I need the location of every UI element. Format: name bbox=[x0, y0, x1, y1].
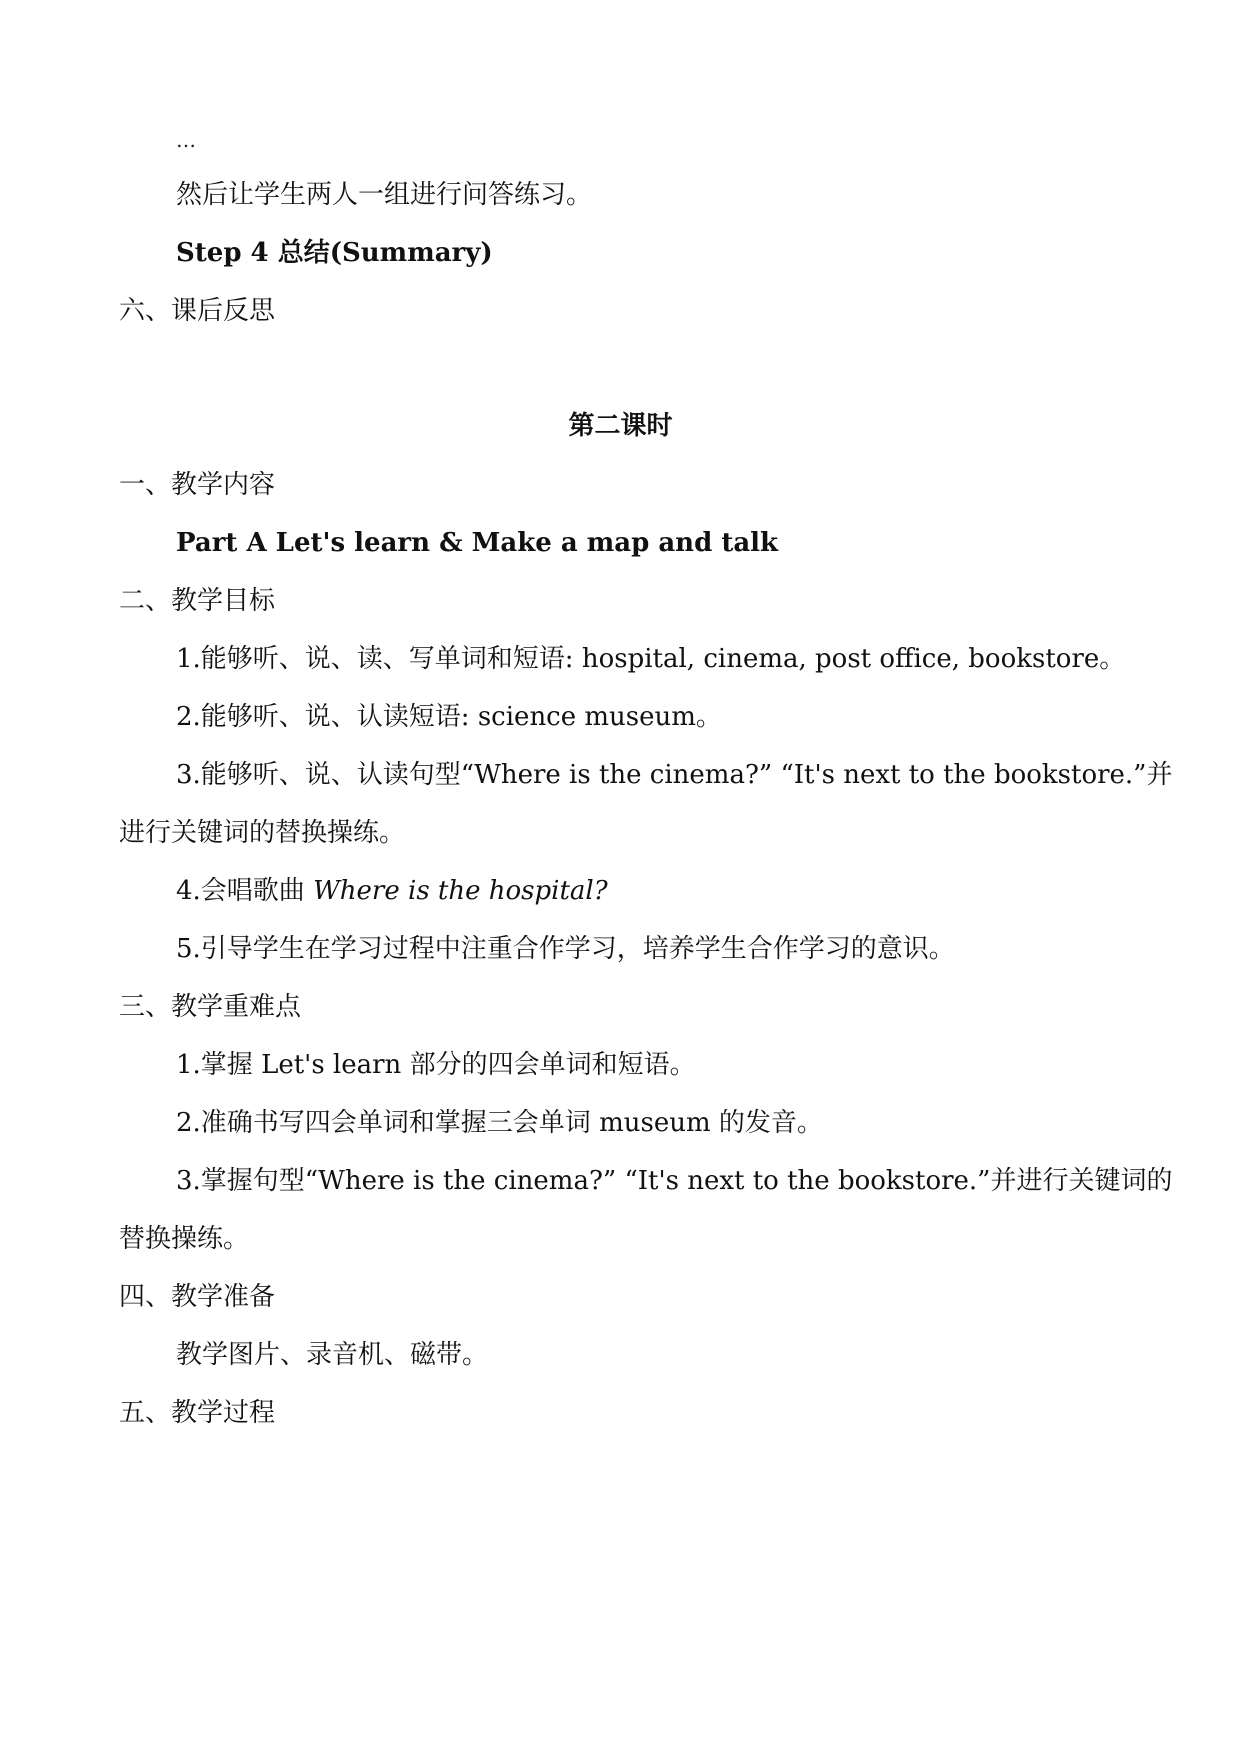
goal-3-line2: 进行关键词的替换操练。 bbox=[119, 818, 406, 848]
prep-detail: 教学图片、录音机、磁带。 bbox=[176, 1340, 489, 1370]
ellipsis-text: … bbox=[176, 128, 198, 152]
keypoint-2: 2.准确书写四会单词和掌握三会单词 museum 的发音。 bbox=[176, 1108, 823, 1138]
goal-2: 2.能够听、说、认读短语: science museum。 bbox=[176, 702, 722, 732]
lesson-title: 第二课时 bbox=[568, 411, 673, 441]
keypoints-heading: 三、教学重难点 bbox=[119, 992, 302, 1022]
keypoint-3-line1: 3.掌握句型“Where is the cinema?” “It's next to the bookstore.”并进行关键词的 bbox=[176, 1166, 1173, 1196]
goal-1: 1.能够听、说、读、写单词和短语: hospital, cinema, post office, bookstore。 bbox=[176, 644, 1126, 674]
reflection-heading: 六、课后反思 bbox=[119, 296, 276, 326]
practice-text: 然后让学生两人一组进行问答练习。 bbox=[176, 180, 593, 210]
keypoint-1: 1.掌握 Let's learn 部分的四会单词和短语。 bbox=[176, 1050, 696, 1080]
goal-5: 5.引导学生在学习过程中注重合作学习，培养学生合作学习的意识。 bbox=[176, 934, 955, 964]
content-detail: Part A Let's learn & Make a map and talk bbox=[176, 528, 779, 558]
goal-4-prefix: 4.会唱歌曲 bbox=[176, 876, 314, 906]
goals-heading: 二、教学目标 bbox=[119, 586, 276, 616]
goal-3-line1: 3.能够听、说、认读句型“Where is the cinema?” “It's next to the bookstore.”并 bbox=[176, 760, 1173, 790]
goal-4 bbox=[176, 874, 1241, 908]
keypoint-3-line2: 替换操练。 bbox=[119, 1224, 250, 1254]
step4-heading: Step 4 总结(Summary) bbox=[176, 238, 493, 268]
process-heading: 五、教学过程 bbox=[119, 1398, 276, 1428]
prep-heading: 四、教学准备 bbox=[119, 1282, 276, 1312]
content-heading: 一、教学内容 bbox=[119, 470, 276, 500]
goal-4-song-title: Where is the hospital? bbox=[313, 876, 608, 906]
